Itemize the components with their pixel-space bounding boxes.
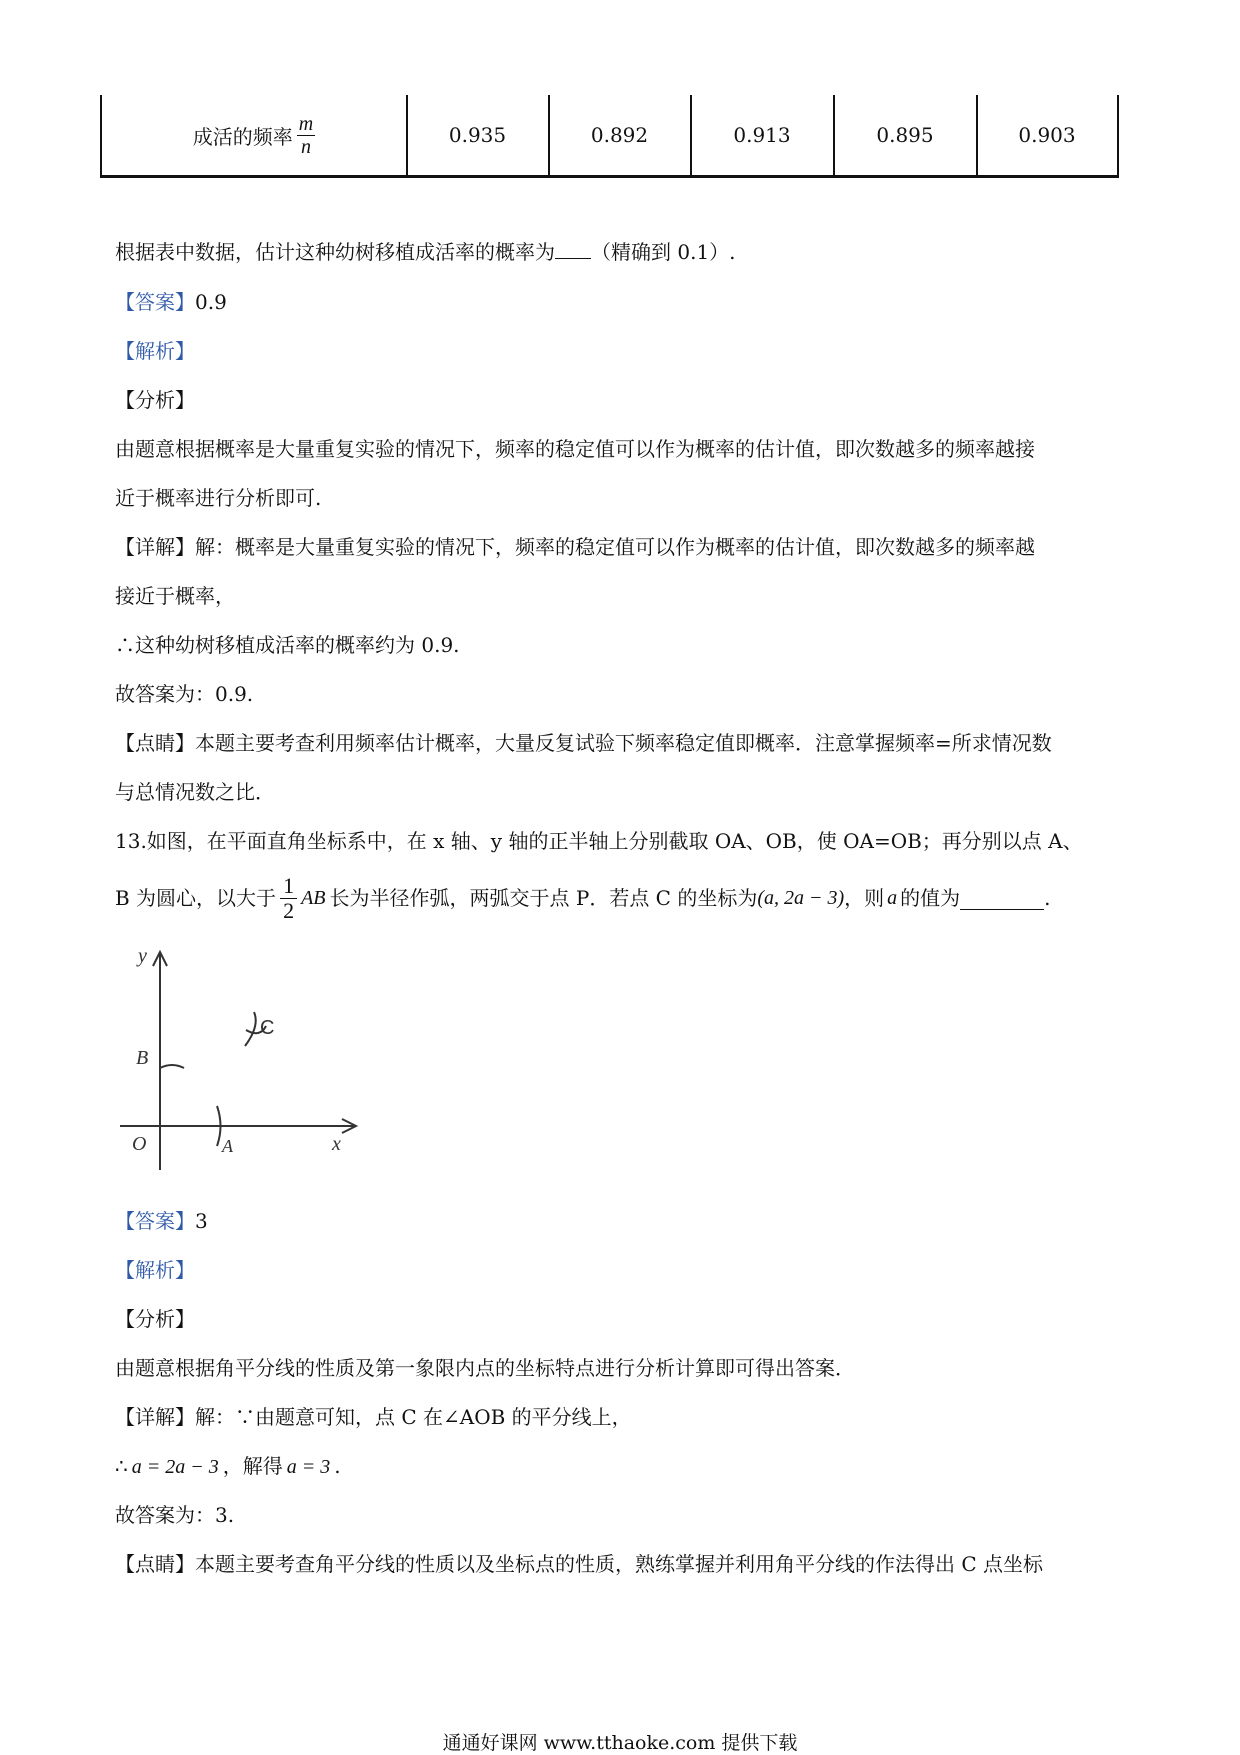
- q12-final: 故答案为：0.9.: [115, 682, 254, 706]
- label-x: x: [332, 1133, 341, 1155]
- q13-xiangjie-line: 【详解】解：∵由题意可知，点 C 在∠AOB 的平分线上，: [115, 1405, 632, 1429]
- q12-question-text: 根据表中数据，估计这种幼树移植成活率的概率为: [115, 240, 555, 264]
- fraction-denominator: 2: [283, 897, 295, 923]
- answer-value: 3: [195, 1209, 208, 1233]
- page-footer: 通通好课网 www.tthaoke.com 提供下载: [442, 1732, 798, 1754]
- q12-xiangjie-line: ∴这种幼树移植成活率的概率约为 0.9.: [115, 633, 460, 657]
- q13-text: ，解得: [222, 1454, 283, 1478]
- label-b: B: [136, 1047, 149, 1069]
- variable-a: a: [887, 887, 898, 909]
- q13-dianjing-line: 【点睛】本题主要考查角平分线的性质以及坐标点的性质，熟练掌握并利用角平分线的作法得出 C 点坐标: [115, 1552, 1044, 1576]
- q13-text: 的值为: [900, 886, 961, 910]
- q13-fenxi-tag: 【分析】: [115, 1307, 195, 1331]
- fraction-m-over-n: [297, 113, 315, 158]
- label-c: C: [260, 1017, 275, 1039]
- equation: a = 2a − 3: [131, 1456, 219, 1478]
- q12-dianjing-line: 【点睛】本题主要考查利用频率估计概率，大量反复试验下频率稳定值即概率．注意掌握频率=所求情况数: [115, 731, 1052, 755]
- q12-dianjing-line: 与总情况数之比．: [115, 780, 275, 804]
- label-a: A: [222, 1136, 233, 1156]
- arc-at-b: [160, 1065, 184, 1068]
- table-cell: 0.935: [448, 123, 507, 147]
- answer-value: 0.9: [195, 290, 227, 314]
- q13-jiexi-tag: 【解析】: [115, 1258, 195, 1282]
- q12-answer: [115, 288, 227, 316]
- row-label-text: 成活的频率: [192, 124, 293, 149]
- q12-fenxi-tag: 【分析】: [115, 388, 195, 412]
- fraction-one-half: [280, 874, 297, 923]
- answer-tag: 【答案】: [115, 290, 195, 314]
- table-cell: 0.892: [590, 123, 649, 147]
- q12-question: [115, 238, 736, 266]
- q12-xiangjie-line: 【详解】解：概率是大量重复实验的情况下，频率的稳定值可以作为概率的估计值，即次数越多的频率越: [115, 535, 1035, 559]
- q13-question-line: 13.如图，在平面直角坐标系中，在 x 轴、y 轴的正半轴上分别截取 OA、OB，使 OA=OB；再分别以点 A、: [115, 829, 1083, 853]
- q13-answer: [115, 1207, 208, 1235]
- q13-text: .: [334, 1454, 341, 1478]
- table-cell: 0.903: [1018, 123, 1076, 147]
- q13-text: .: [1044, 886, 1051, 910]
- fraction-denominator: n: [300, 135, 311, 158]
- q13-question-line: [115, 868, 1051, 928]
- arc-from-b: [245, 1012, 256, 1046]
- coordinate-figure: [110, 940, 370, 1180]
- q13-text: B 为圆心，以大于: [115, 886, 277, 910]
- q12-question-precision: （精确到 0.1）.: [591, 240, 736, 264]
- q13-text: 长为半径作弧，两弧交于点 P．若点 C 的坐标为: [329, 886, 758, 910]
- segment-ab: AB: [301, 887, 326, 909]
- coordinate-expression: (a, 2a − 3): [757, 887, 845, 909]
- answer-blank: [960, 887, 1044, 910]
- table-cell: 0.895: [876, 123, 934, 147]
- table-border-bottom: [100, 175, 1119, 178]
- q12-jiexi-tag: 【解析】: [115, 339, 195, 363]
- label-o: O: [132, 1133, 147, 1155]
- answer-tag: 【答案】: [115, 1209, 195, 1233]
- solution: a = 3: [286, 1456, 331, 1478]
- fraction-numerator: 1: [280, 874, 297, 899]
- q13-final: 故答案为：3.: [115, 1503, 235, 1527]
- q12-xiangjie-line: 接近于概率，: [115, 584, 235, 608]
- table-cell: 0.913: [733, 123, 791, 147]
- table-row-label: [102, 95, 406, 175]
- q13-fenxi-line: 由题意根据角平分线的性质及第一象限内点的坐标特点进行分析计算即可得出答案．: [115, 1356, 855, 1380]
- table-border-right: [1117, 95, 1119, 177]
- label-y: y: [138, 945, 147, 967]
- q12-fenxi-line: 近于概率进行分析即可.: [115, 486, 322, 510]
- answer-blank: [555, 258, 591, 259]
- q12-fenxi-line: 由题意根据概率是大量重复实验的情况下，频率的稳定值可以作为概率的估计值，即次数越多的频率越接: [115, 437, 1035, 461]
- therefore-symbol: ∴: [115, 1454, 128, 1478]
- q13-xiangjie-line: [115, 1452, 341, 1481]
- fraction-numerator: m: [298, 112, 314, 135]
- q13-text: ，则: [844, 886, 885, 910]
